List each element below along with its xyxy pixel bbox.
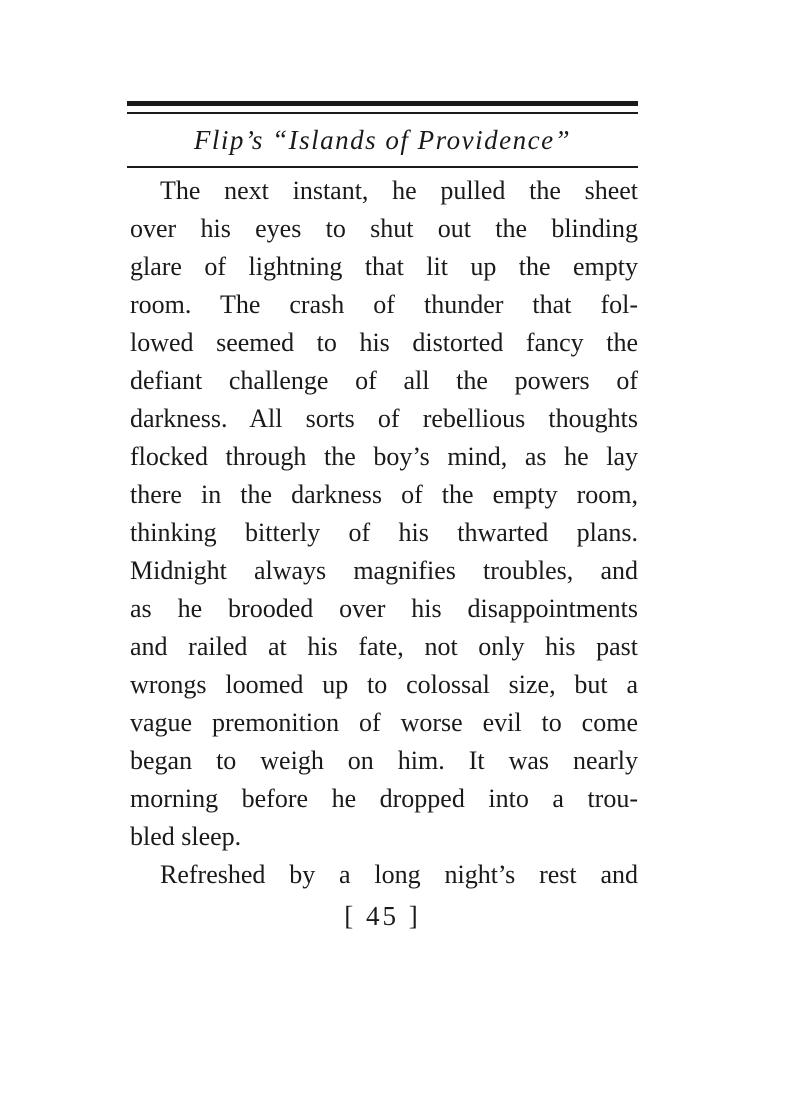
text-line: there in the darkness of the empty room, [130,480,638,509]
text-line: The next instant, he pulled the sheet [160,176,638,205]
text-line: room. The crash of thunder that fol- [130,290,638,319]
header-rule-thick [127,101,638,106]
text-line: vague premonition of worse evil to come [130,708,638,737]
text-line: Midnight always magnifies troubles, and [130,556,638,585]
text-line: defiant challenge of all the powers of [130,366,638,395]
header-rule-thin [127,112,638,114]
page-number: [ 45 ] [344,901,421,931]
text-line: began to weigh on him. It was nearly [130,746,638,775]
text-line: Refreshed by a long night’s rest and [160,860,638,889]
text-line: over his eyes to shut out the blinding [130,214,638,243]
text-line: flocked through the boy’s mind, as he lay [130,442,638,471]
text-line: lowed seemed to his distorted fancy the [130,328,638,357]
text-line: wrongs loomed up to colossal size, but a [130,670,638,699]
body-text [130,172,638,894]
text-line: darkness. All sorts of rebellious thoughts [130,404,638,433]
text-line: bled sleep. [130,822,242,851]
text-line: morning before he dropped into a trou- [130,784,638,813]
running-head-rule [127,166,638,168]
text-line: as he brooded over his disappointments [130,594,638,623]
running-head: Flip’s “Islands of Providence” [193,125,572,155]
text-line: and railed at his fate, not only his past [130,632,638,661]
text-line: glare of lightning that lit up the empty [130,252,638,281]
text-line: thinking bitterly of his thwarted plans. [130,518,638,547]
